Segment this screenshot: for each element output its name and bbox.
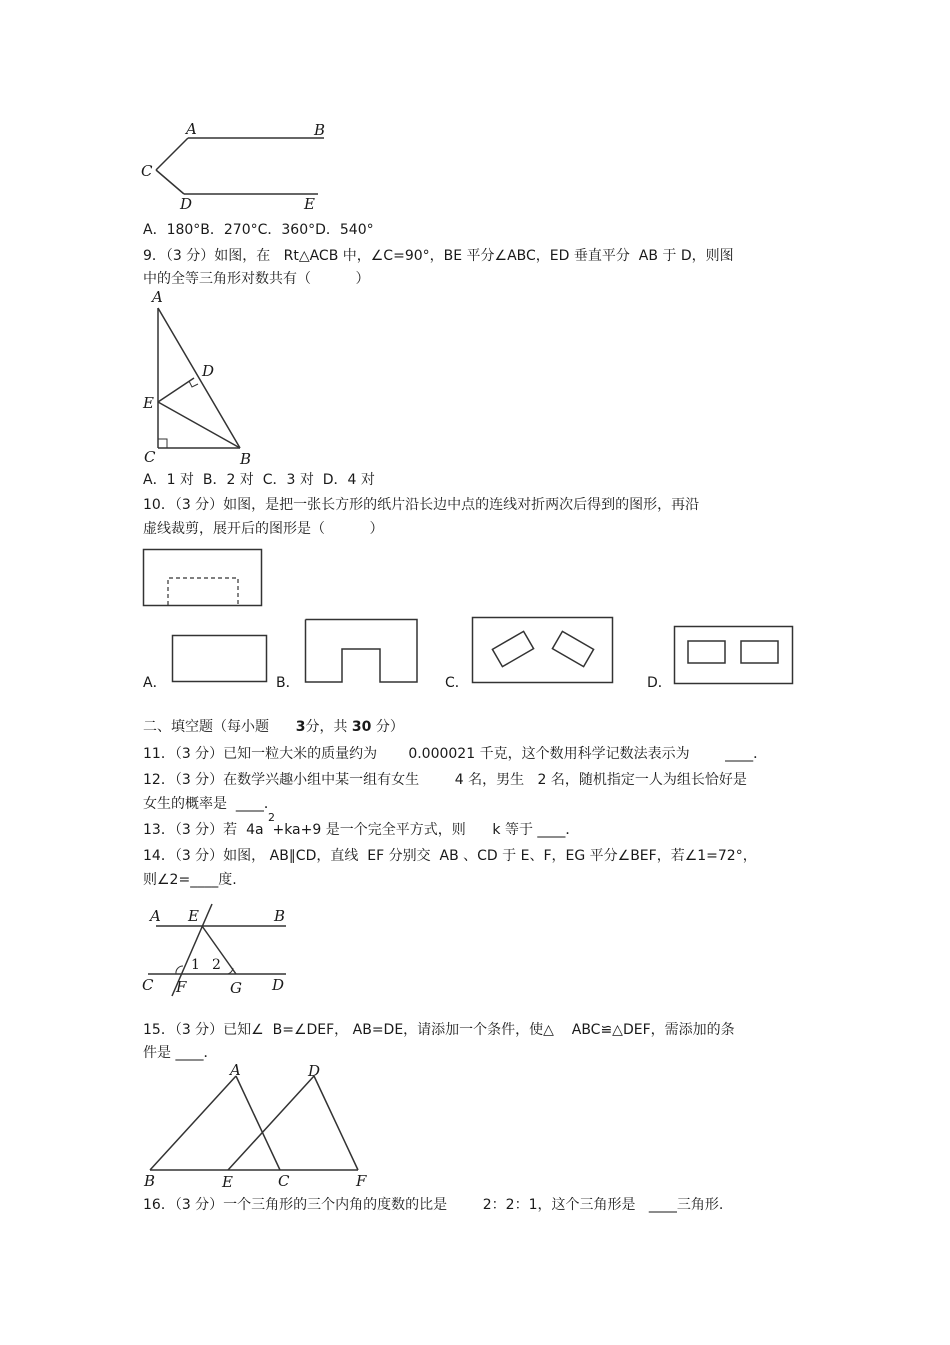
q14-label-c: C (142, 976, 154, 994)
q10-option-d-figure (673, 625, 797, 687)
q14-label-b: B (274, 907, 286, 925)
q10-stem-line2: 虚线裁剪，展开后的图形是（ ） (143, 521, 384, 537)
q13-exponent: 2 (268, 811, 275, 824)
q8-label-b: B (314, 121, 326, 139)
q16-stem: 16．（3 分）一个三角形的三个内角的度数的比是 2：2：1，这个三角形是 ____三角形. (143, 1197, 724, 1213)
q10-folded-paper (142, 548, 266, 610)
q8-label-e: E (304, 195, 315, 213)
q8-label-c: C (141, 162, 153, 180)
q14-label-d: D (272, 976, 285, 994)
q12-stem-line1: 12．（3 分）在数学兴趣小组中某一组有女生 4 名，男生 2 名，随机指定一人为组长恰好是 (143, 772, 747, 788)
q14-label-e: E (188, 907, 199, 925)
q14-stem-line1: 14．（3 分）如图， AB∥CD，直线 EF 分别交 AB 、CD 于 E、F，EG 平分∠BEF，若∠1=72°， (143, 848, 757, 864)
q10-option-c-label: C． (445, 675, 469, 691)
q15-stem-line1: 15．（3 分）已知∠ B=∠DEF， AB=DE，请添加一个条件，使△ ABC≌△DEF，需添加的条 (143, 1022, 735, 1038)
q9-options: A．1 对 B．2 对 C．3 对 D．4 对 (143, 472, 375, 488)
q13-stem: 13．（3 分）若 4a +ka+9 是一个完全平方式，则 k 等于 ____． (143, 822, 580, 838)
q15-stem-line2: 件是 ____． (143, 1045, 218, 1061)
q9-stem-line1: 9．（3 分）如图，在 Rt△ACB 中，∠C=90°，BE 平分∠ABC，ED 垂直平分 AB 于 D，则图 (143, 248, 734, 264)
q14-label-g: G (230, 979, 242, 997)
q10-option-b-label: B． (276, 675, 300, 691)
q15-label-a: A (230, 1061, 241, 1079)
q10-option-a-figure (171, 634, 271, 686)
q9-stem-line2: 中的全等三角形对数共有（ ） (143, 271, 370, 287)
q9-label-b: B (240, 450, 252, 466)
q9-label-d: D (202, 362, 215, 380)
q10-option-d-label: D． (647, 675, 672, 691)
q14-figure (138, 900, 298, 1000)
q10-option-b-figure (304, 618, 422, 686)
q15-label-e: E (222, 1173, 233, 1190)
q10-stem-line1: 10．（3 分）如图，是把一张长方形的纸片沿长边中点的连线对折两次后得到的图形，再沿 (143, 497, 700, 513)
q10-option-c-figure (471, 616, 616, 686)
q9-label-c: C (144, 448, 156, 466)
q14-stem-line2: 则∠2=____度. (143, 872, 237, 888)
q14-label-a: A (150, 907, 161, 925)
q9-figure (140, 288, 260, 466)
q12-stem-line2: 女生的概率是 ____． (143, 796, 278, 812)
q15-label-c: C (278, 1172, 290, 1190)
q15-label-b: B (144, 1172, 156, 1190)
q8-label-d: D (180, 195, 193, 213)
q11-stem: 11．（3 分）已知一粒大米的质量约为 0.000021 千克，这个数用科学记数法表示为 ____． (143, 746, 768, 762)
q8-figure (138, 118, 338, 213)
q10-option-a-label: A． (143, 675, 167, 691)
q14-angle-2: 2 (212, 957, 221, 973)
q15-figure (140, 1060, 380, 1190)
section-2-heading: 二、填空题（每小题 3分，共 30 分） (143, 719, 404, 735)
q14-label-f: F (176, 978, 187, 996)
q9-label-e: E (143, 394, 154, 412)
q15-label-f: F (356, 1172, 367, 1190)
q8-label-a: A (186, 120, 197, 138)
q14-angle-1: 1 (191, 957, 200, 973)
q9-label-a: A (152, 288, 163, 306)
q8-options: A．180°B．270°C．360°D．540° (143, 222, 374, 238)
q15-label-d: D (308, 1062, 321, 1080)
